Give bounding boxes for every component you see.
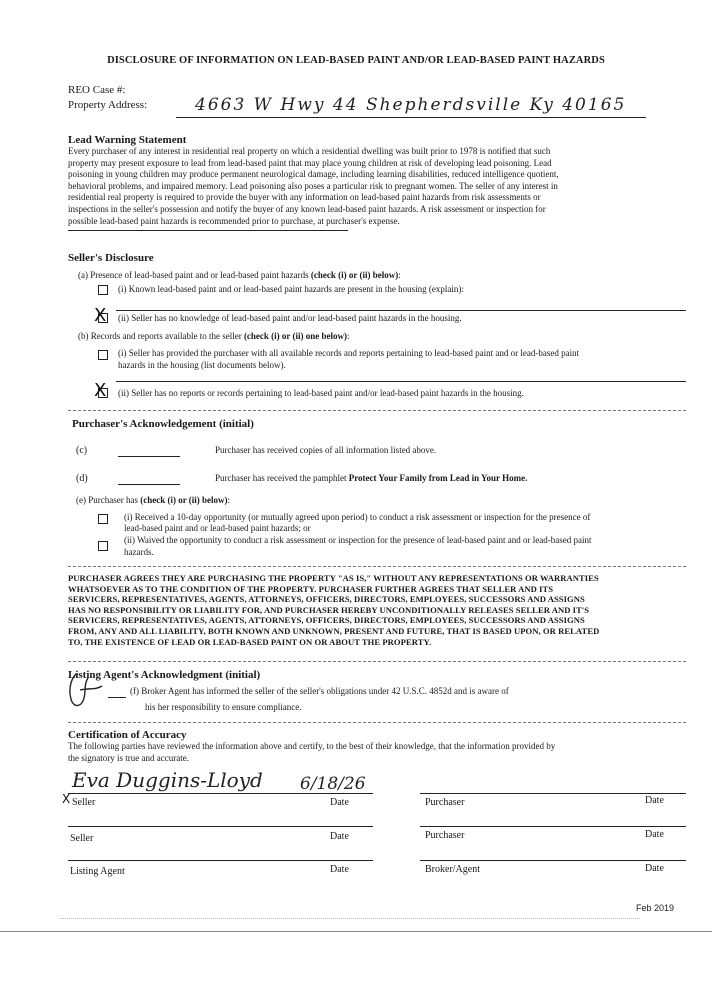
seller-signature-date[interactable]: 6/18/26	[300, 774, 366, 794]
e-ii-line1: (ii) Waived the opportunity to conduct a risk assessment or inspection for the presence of lead-based paint and or lead-based paint	[124, 535, 592, 545]
a-prefix: (a) Presence of lead-based paint and or lead-based paint hazards	[78, 270, 311, 280]
seller1-signature-line[interactable]	[68, 793, 373, 794]
section-divider	[68, 661, 686, 662]
as-is-line: WHATSOEVER AS TO THE CONDITION OF THE PROPERTY. PURCHASER FURTHER AGREES THAT SELLER AND ITS	[68, 583, 554, 594]
purchaser-ack-heading: Purchaser's Acknowledgement (initial)	[72, 418, 254, 430]
listing-agent-signature-line[interactable]	[68, 860, 373, 861]
certification-heading: Certification of Accuracy	[68, 729, 187, 741]
listing-ack-heading: Listing Agent's Acknowledgment (initial)	[68, 669, 261, 681]
checkbox-e-ii[interactable]	[98, 541, 108, 551]
b-ii-text: (ii) Seller has no reports or records pertaining to lead-based paint and/or lead-based paint hazards in the housing.	[118, 388, 524, 398]
purchaser1-signature-line[interactable]	[420, 793, 686, 794]
warning-underline	[68, 230, 348, 231]
d-text-plain: Purchaser has received the pamphlet	[215, 473, 349, 483]
property-address-value[interactable]: 4663 W Hwy 44 Shepherdsville Ky 40165	[195, 95, 627, 115]
seller1-date-label: Date	[330, 797, 349, 808]
seller2-date-label: Date	[330, 831, 349, 842]
address-underline	[176, 117, 646, 118]
lead-warning-line: possible lead-based paint hazards is recommended prior to purchase, at purchaser's expense.	[68, 215, 400, 226]
lead-warning-heading: Lead Warning Statement	[68, 134, 187, 146]
listing-agent-date-label: Date	[330, 864, 349, 875]
seller-disclosure-b	[78, 331, 350, 341]
e-label	[76, 495, 230, 505]
purchaser2-date-label: Date	[645, 829, 664, 840]
lead-warning-line: Every purchaser of any interest in residential real property on which a residential dwelling was built prior to 1978 is notified that such	[68, 146, 551, 156]
listing-agent-label: Listing Agent	[70, 866, 125, 877]
e-prefix: (e) Purchaser has	[76, 495, 141, 505]
broker-agent-signature-line[interactable]	[420, 860, 686, 861]
f-initial-line[interactable]	[108, 697, 126, 698]
seller-sign-here-mark: X	[62, 792, 71, 806]
c-label: (c)	[76, 445, 88, 456]
purchaser2-signature-line[interactable]	[420, 826, 686, 827]
d-initial-line[interactable]	[118, 484, 180, 485]
listing-agent-initials-mark	[62, 668, 108, 714]
e-suffix: :	[227, 495, 231, 505]
certification-line2: the signatory is true and accurate.	[68, 753, 189, 763]
footer-revision-date: Feb 2019	[636, 903, 675, 913]
as-is-line: HAS NO RESPONSIBILITY OR LIABILITY FOR, AND PURCHASER HEREBY UNCONDITIONALLY RELEASES SELLER AND IT'S	[68, 604, 590, 615]
seller-signature[interactable]: Eva Duggins-Lloyd	[72, 768, 263, 792]
as-is-line: FROM, ANY AND ALL LIABILITY, BOTH KNOWN AND UNKNOWN, PRESENT AND FUTURE, THAT IS BASED UPON, OR RELATED	[68, 625, 600, 636]
as-is-line: TO, THE EXISTENCE OF LEAD OR LEAD-BASED PAINT ON OR ABOUT THE PROPERTY.	[68, 636, 432, 647]
e-i-line2: lead-based paint and or lead-based paint hazards; or	[124, 523, 311, 533]
lead-warning-line: property may present exposure to lead from lead-based paint that may place young children at risk of developing lead poisoning. Lead	[68, 157, 552, 168]
section-divider	[68, 410, 686, 411]
seller2-label: Seller	[70, 833, 94, 844]
c-text: Purchaser has received copies of all information listed above.	[215, 445, 437, 455]
check-x-mark-b-ii: X	[94, 380, 107, 401]
as-is-line: SERVICERS, REPRESENTATIVES, AGENTS, ATTORNEYS, OFFICERS, DIRECTORS, EMPLOYEES, SUCCESSORS AND ASSIGNS	[68, 615, 585, 626]
c-initial-line[interactable]	[118, 456, 180, 457]
footer-faint-rule	[60, 918, 640, 919]
a-bold: (check (i) or (ii) below)	[310, 270, 399, 280]
section-divider	[68, 566, 686, 567]
section-divider	[68, 722, 686, 723]
checkbox-b-i[interactable]	[98, 350, 108, 360]
seller2-signature-line[interactable]	[68, 826, 373, 827]
seller-disclosure-heading: Seller's Disclosure	[68, 252, 154, 264]
purchaser1-date-label: Date	[645, 795, 664, 806]
checkbox-a-i[interactable]	[98, 285, 108, 295]
a-i-text: (i) Known lead-based paint and or lead-based paint hazards are present in the housing (explain):	[118, 284, 464, 294]
reo-case-label: REO Case #:	[68, 84, 126, 96]
checkbox-e-i[interactable]	[98, 514, 108, 524]
as-is-line: PURCHASER AGREES THEY ARE PURCHASING THE PROPERTY "AS IS," WITHOUT ANY REPRESENTATIONS OR WARRANTIES	[68, 573, 599, 583]
b-bold: (check (i) or (ii) one below)	[243, 331, 347, 341]
a-suffix: :	[398, 270, 401, 280]
b-i-line1: (i) Seller has provided the purchaser with all available records and reports pertaining to lead-based paint and or lead-based paint	[118, 348, 580, 358]
a-i-explain-line[interactable]	[116, 310, 686, 311]
d-text	[215, 473, 527, 483]
b-prefix: (b) Records and reports available to the seller	[78, 331, 244, 341]
e-ii-line2: hazards.	[124, 547, 154, 557]
as-is-line: SERVICERS, REPRESENTATIVES, AGENTS, ATTORNEYS, OFFICERS, DIRECTORS, EMPLOYEES, SUCCESSORS AND ASSIGNS	[68, 594, 585, 605]
check-x-mark-a-ii: X	[94, 305, 107, 326]
lead-warning-line: residential real property is required to provide the buyer with any information on lead-based paint hazards from risk assessments or	[68, 192, 541, 203]
lead-warning-text	[68, 146, 678, 227]
purchaser1-label: Purchaser	[425, 797, 465, 808]
b-i-line2: hazards in the housing (list documents below).	[118, 360, 286, 370]
e-bold: (check (i) or (ii) below)	[140, 495, 228, 505]
lead-warning-line: poisoning in young children may produce permanent neurological damage, including learning disabilities, reduced intelligence quotient,	[68, 169, 559, 180]
b-i-documents-line[interactable]	[116, 381, 686, 382]
broker-agent-date-label: Date	[645, 863, 664, 874]
d-text-bold: Protect Your Family from Lead in Your Home.	[348, 473, 528, 483]
page-bottom-edge	[0, 931, 712, 932]
a-ii-text: (ii) Seller has no knowledge of lead-based paint and/or lead-based paint hazards in the housing.	[118, 313, 462, 323]
certification-line1: The following parties have reviewed the information above and certify, to the best of their knowledge, that the information provided by	[68, 741, 556, 751]
lead-warning-line: inspections in the seller's possession and notify the buyer of any known lead-based paint hazards. A risk assessment or inspection for	[68, 203, 546, 214]
seller-disclosure-a	[78, 270, 401, 280]
f-line2: his her responsibility to ensure compliance.	[145, 702, 302, 712]
e-i-line1: (i) Received a 10-day opportunity (or mutually agreed upon period) to conduct a risk assessment or inspection for the presence of	[124, 512, 591, 522]
seller1-label: Seller	[72, 797, 96, 808]
broker-agent-label: Broker/Agent	[425, 864, 480, 875]
purchaser2-label: Purchaser	[425, 830, 465, 841]
f-line1: (f) Broker Agent has informed the seller of the seller's obligations under 42 U.S.C. 4852d and is aware of	[130, 686, 509, 696]
lead-warning-line: behavioral problems, and impaired memory. Lead poisoning also poses a particular risk to pregnant women. The seller of any interest in	[68, 180, 558, 191]
document-title: DISCLOSURE OF INFORMATION ON LEAD-BASED PAINT AND/OR LEAD-BASED PAINT HAZARDS	[107, 55, 605, 66]
property-address-label: Property Address:	[68, 99, 148, 111]
as-is-statement	[68, 573, 680, 647]
d-label: (d)	[76, 473, 88, 484]
b-suffix: :	[347, 331, 350, 341]
